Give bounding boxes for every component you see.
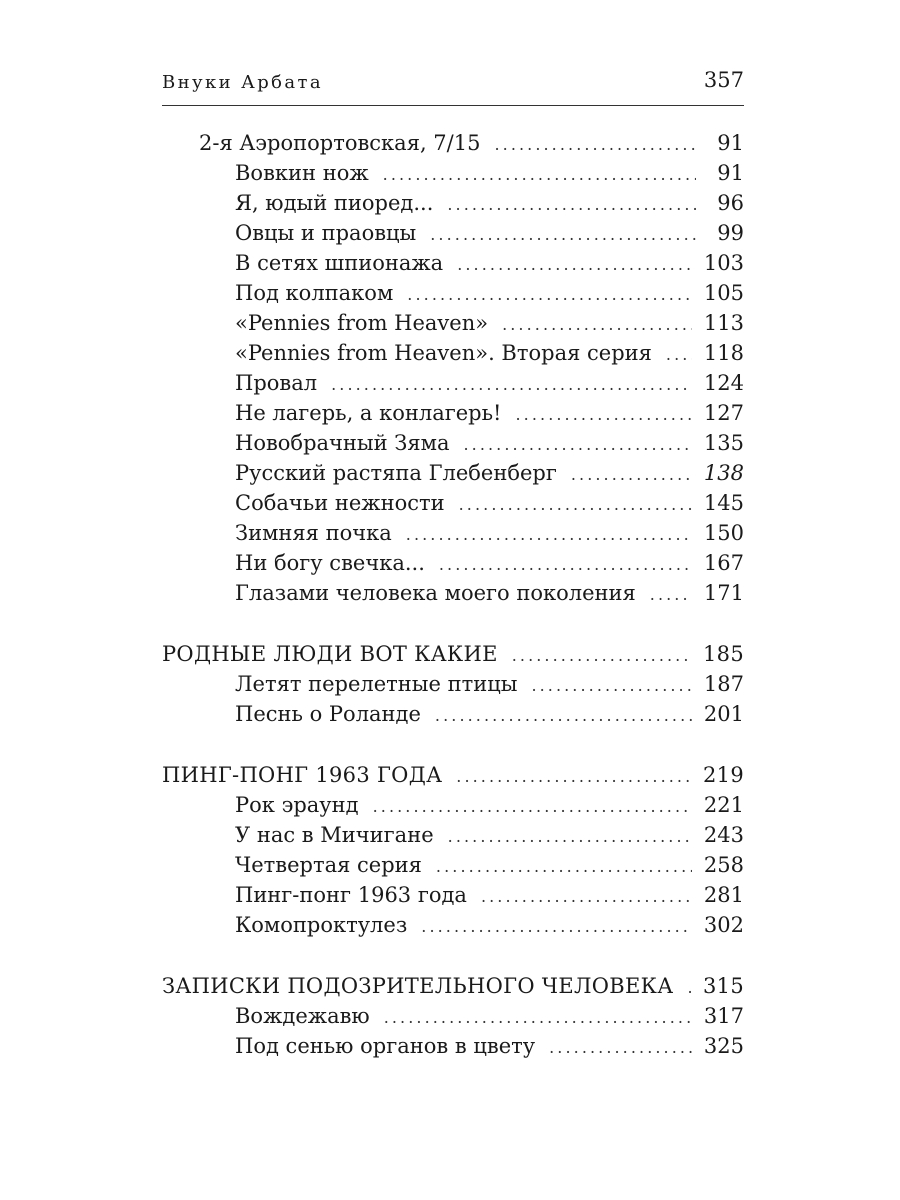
toc-entry-title: 2-я Аэропортовская, 7/15 xyxy=(199,131,481,155)
toc-entry xyxy=(162,518,744,548)
toc-entry xyxy=(162,850,744,880)
toc-entry-page: 124 xyxy=(703,371,744,395)
dot-leader xyxy=(571,460,692,490)
dot-leader xyxy=(383,160,696,190)
toc-entry xyxy=(162,1031,744,1061)
running-title: Внуки Арбата xyxy=(162,72,323,93)
toc-entry-page: 105 xyxy=(703,281,744,305)
toc-entry-title: Не лагерь, а конлагерь! xyxy=(235,401,502,425)
toc-entry xyxy=(162,458,744,488)
dot-leader xyxy=(457,250,692,280)
dot-leader xyxy=(502,310,692,340)
dot-leader xyxy=(331,370,692,400)
toc-entry-page: 317 xyxy=(703,1004,744,1028)
toc-entry xyxy=(162,428,744,458)
toc-entry xyxy=(162,368,744,398)
toc-entry-title: Комопроктулез xyxy=(235,913,408,937)
toc-entry-title: Летят перелетные птицы xyxy=(235,672,518,696)
toc-section-title: ПИНГ-ПОНГ 1963 ГОДА xyxy=(162,763,443,787)
toc-section-page: 219 xyxy=(703,763,744,787)
toc-entry xyxy=(162,578,744,608)
toc-entry-title: Под сенью органов в цвету xyxy=(235,1034,536,1058)
toc-entry xyxy=(162,910,744,940)
toc-entry xyxy=(162,488,744,518)
toc-entry xyxy=(162,548,744,578)
toc-entry-title: Овцы и праовцы xyxy=(235,221,417,245)
toc-entry-page: 99 xyxy=(717,221,744,245)
toc-entry-page: 135 xyxy=(703,431,744,455)
toc-entry-title: Собачьи нежности xyxy=(235,491,445,515)
dot-leader xyxy=(687,973,691,1003)
dot-leader xyxy=(435,701,692,731)
toc-entry xyxy=(162,790,744,820)
toc-entry xyxy=(162,699,744,729)
book-page xyxy=(162,0,744,1200)
toc-entry-page: 171 xyxy=(703,581,744,605)
toc-entry-title: «Pennies from Heaven». Вторая серия xyxy=(235,341,652,365)
toc-section xyxy=(162,971,744,1001)
toc-section-title: ЗАПИСКИ ПОДОЗРИТЕЛЬНОГО ЧЕЛОВЕКА xyxy=(162,974,674,998)
toc-entry-page: 145 xyxy=(703,491,744,515)
toc-entry-title: Провал xyxy=(235,371,318,395)
dot-leader xyxy=(430,220,696,250)
toc-entry xyxy=(162,218,744,248)
dot-leader xyxy=(459,490,692,520)
toc-entry-page: 325 xyxy=(703,1034,744,1058)
running-head xyxy=(162,68,744,98)
toc-entry xyxy=(162,1001,744,1031)
toc-section-page: 315 xyxy=(703,974,744,998)
toc-entry-page: 201 xyxy=(703,702,744,726)
toc-entry-page: 103 xyxy=(703,251,744,275)
dot-leader xyxy=(456,762,691,792)
toc-entry xyxy=(162,308,744,338)
toc-entry-page: 258 xyxy=(703,853,744,877)
toc-entry-title: Четвертая серия xyxy=(235,853,422,877)
dot-leader xyxy=(549,1033,692,1063)
toc-entry-title: Я, юдый пиоред... xyxy=(235,191,434,215)
dot-leader xyxy=(650,580,692,610)
toc-entry xyxy=(162,128,744,158)
toc-entry-page: 243 xyxy=(703,823,744,847)
toc-entry xyxy=(162,880,744,910)
dot-leader xyxy=(384,1003,692,1033)
toc-entry xyxy=(162,669,744,699)
toc-section-page: 185 xyxy=(703,642,744,666)
dot-leader xyxy=(439,550,692,580)
toc-section xyxy=(162,639,744,669)
dot-leader xyxy=(463,430,691,460)
dot-leader xyxy=(516,400,692,430)
toc-entry-page: 150 xyxy=(703,521,744,545)
toc-entry-title: Пинг-понг 1963 года xyxy=(235,883,467,907)
toc-entry-page: 302 xyxy=(703,913,744,937)
dot-leader xyxy=(406,520,692,550)
toc-entry-title: У нас в Мичигане xyxy=(235,823,434,847)
toc-entry-page: 281 xyxy=(703,883,744,907)
toc-entry-title: Вовкин нож xyxy=(235,161,369,185)
dot-leader xyxy=(436,852,692,882)
dot-leader xyxy=(421,912,692,942)
dot-leader xyxy=(531,671,691,701)
toc-entry-page: 221 xyxy=(703,793,744,817)
toc-entry-title: В сетях шпионажа xyxy=(235,251,444,275)
toc-entry xyxy=(162,820,744,850)
toc-entry-title: Глазами человека моего поколения xyxy=(235,581,636,605)
toc-entry-title: Ни богу свечка... xyxy=(235,551,425,575)
toc-entry-page: 138 xyxy=(703,461,744,485)
toc-entry xyxy=(162,188,744,218)
toc-entry-page: 96 xyxy=(717,191,744,215)
dot-leader xyxy=(512,641,691,671)
toc-entry-page: 118 xyxy=(703,341,744,365)
dot-leader xyxy=(494,130,696,160)
toc-entry xyxy=(162,158,744,188)
toc-entry xyxy=(162,338,744,368)
toc-entry-title: Песнь о Роланде xyxy=(235,702,421,726)
toc-entry-title: Под колпаком xyxy=(235,281,394,305)
toc-entry-title: «Pennies from Heaven» xyxy=(235,311,489,335)
toc-entry-page: 91 xyxy=(717,161,744,185)
toc-entry xyxy=(162,248,744,278)
dot-leader xyxy=(448,822,692,852)
toc-entry-title: Зимняя почка xyxy=(235,521,392,545)
toc-entry xyxy=(162,278,744,308)
toc-entry-page: 91 xyxy=(717,131,744,155)
toc-entry-title: Русский растяпа Глебенберг xyxy=(235,461,557,485)
toc-entry-page: 187 xyxy=(703,672,744,696)
toc-section-title: РОДНЫЕ ЛЮДИ ВОТ КАКИЕ xyxy=(162,642,498,666)
dot-leader xyxy=(481,882,692,912)
dot-leader xyxy=(666,340,692,370)
dot-leader xyxy=(373,792,692,822)
toc-entry-title: Вождежавю xyxy=(235,1004,370,1028)
header-rule xyxy=(162,105,744,106)
toc-entry-title: Новобрачный Зяма xyxy=(235,431,450,455)
toc-entry-page: 127 xyxy=(703,401,744,425)
dot-leader xyxy=(407,280,692,310)
dot-leader xyxy=(447,190,696,220)
page-number: 357 xyxy=(703,68,744,92)
toc-entry-title: Рок эраунд xyxy=(235,793,359,817)
toc-entry xyxy=(162,398,744,428)
toc-entry-page: 167 xyxy=(703,551,744,575)
toc-section xyxy=(162,760,744,790)
toc-entry-page: 113 xyxy=(703,311,744,335)
table-of-contents xyxy=(162,128,744,1061)
